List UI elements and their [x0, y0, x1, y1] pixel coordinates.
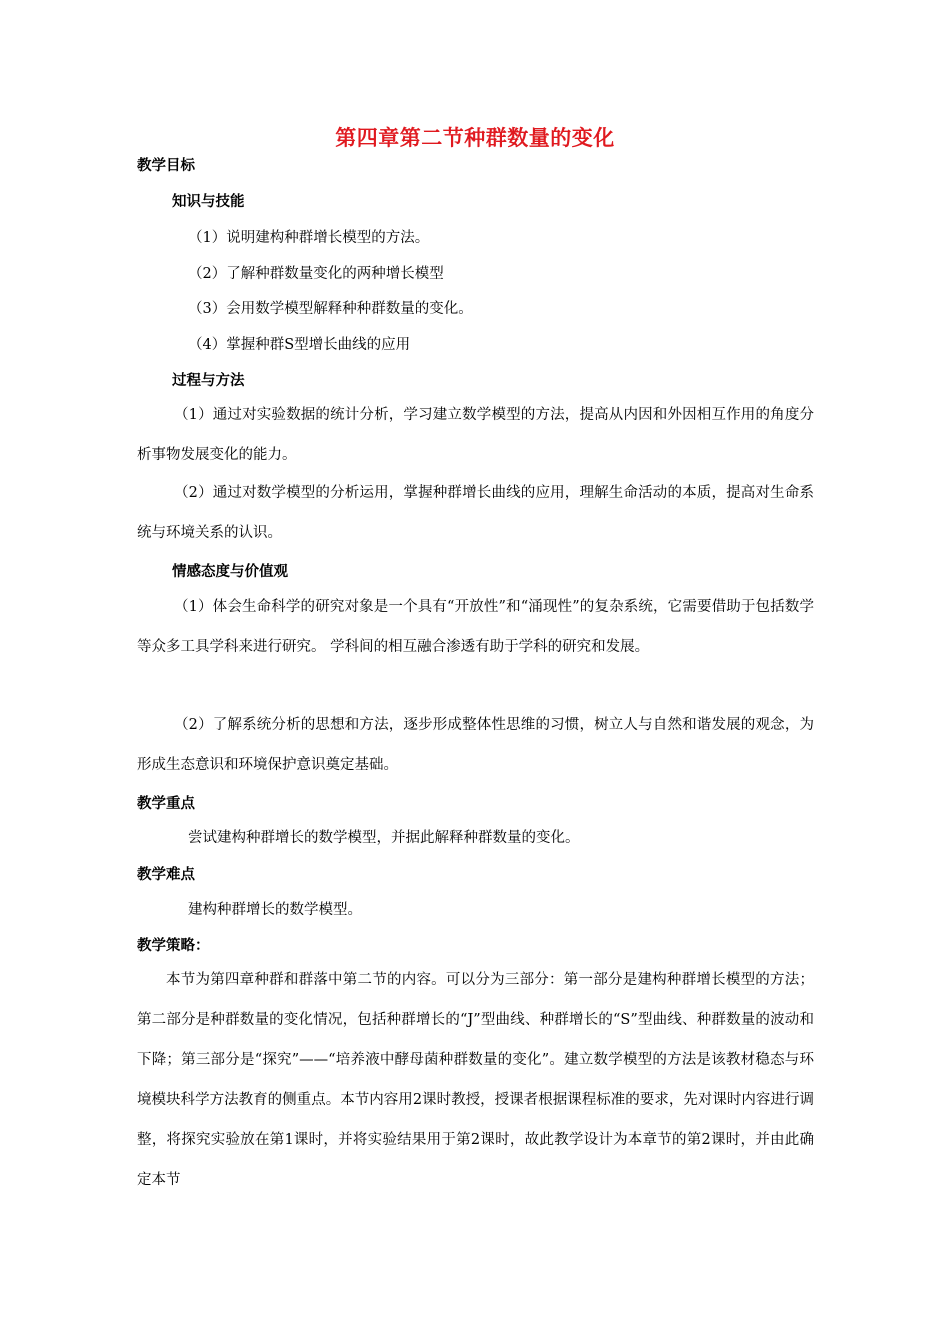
objectives-heading: 教学目标	[137, 158, 195, 174]
knowledge-item: （2）了解种群数量变化的两种增长模型	[188, 266, 444, 282]
page-title: 第四章第二节种群数量的变化	[335, 126, 615, 150]
emotion-heading: 情感态度与价值观	[172, 564, 288, 580]
process-paragraph: （1）通过对实验数据的统计分析，学习建立数学模型的方法，提高从内因和外因相互作用的角度分析事物发展变化的能力。	[137, 407, 814, 463]
key-point-text: 尝试建构种群增长的数学模型，并据此解释种群数量的变化。	[188, 830, 580, 846]
process-paragraph: （2）通过对数学模型的分析运用，掌握种群增长曲线的应用，理解生命活动的本质，提高对生命系统与环境关系的认识。	[137, 485, 814, 541]
key-point-heading: 教学重点	[137, 796, 195, 812]
strategy-paragraph: 本节为第四章种群和群落中第二节的内容。可以分为三部分：第一部分是建构种群增长模型的方法；第二部分是种群数量的变化情况，包括种群增长的“J”型曲线、种群增长的“S”型曲线、种群数量的波动和下降；第三部分是“探究”——“培养液中酵母菌种群数量的变化”。建立数学模型的方法是该教材稳态与环境模块科学方法教育的侧重点。本节内容用2课时教授，授课者根据课程标准的要求，先对课时内容进行调整，将探究实验放在第1课时，并将实验结果用于第2课时，故此教学设计为本章节的第2课时，并由此确定本节	[137, 972, 814, 1188]
difficulty-text: 建构种群增长的数学模型。	[188, 902, 362, 918]
knowledge-item: （3）会用数学模型解释种种群数量的变化。	[188, 301, 473, 317]
knowledge-item: （1）说明建构种群增长模型的方法。	[188, 230, 430, 246]
emotion-paragraph: （1）体会生命科学的研究对象是一个具有“开放性”和“涌现性”的复杂系统，它需要借助于包括数学等众多工具学科来进行研究。 学科间的相互融合渗透有助于学科的研究和发展。	[137, 599, 814, 655]
emotion-paragraph: （2）了解系统分析的思想和方法，逐步形成整体性思维的习惯，树立人与自然和谐发展的观念，为形成生态意识和环境保护意识奠定基础。	[137, 717, 814, 773]
process-heading: 过程与方法	[172, 373, 245, 389]
knowledge-item: （4）掌握种群S型增长曲线的应用	[188, 337, 411, 353]
knowledge-heading: 知识与技能	[172, 194, 245, 210]
strategy-heading: 教学策略：	[137, 938, 210, 954]
difficulty-heading: 教学难点	[137, 867, 195, 883]
